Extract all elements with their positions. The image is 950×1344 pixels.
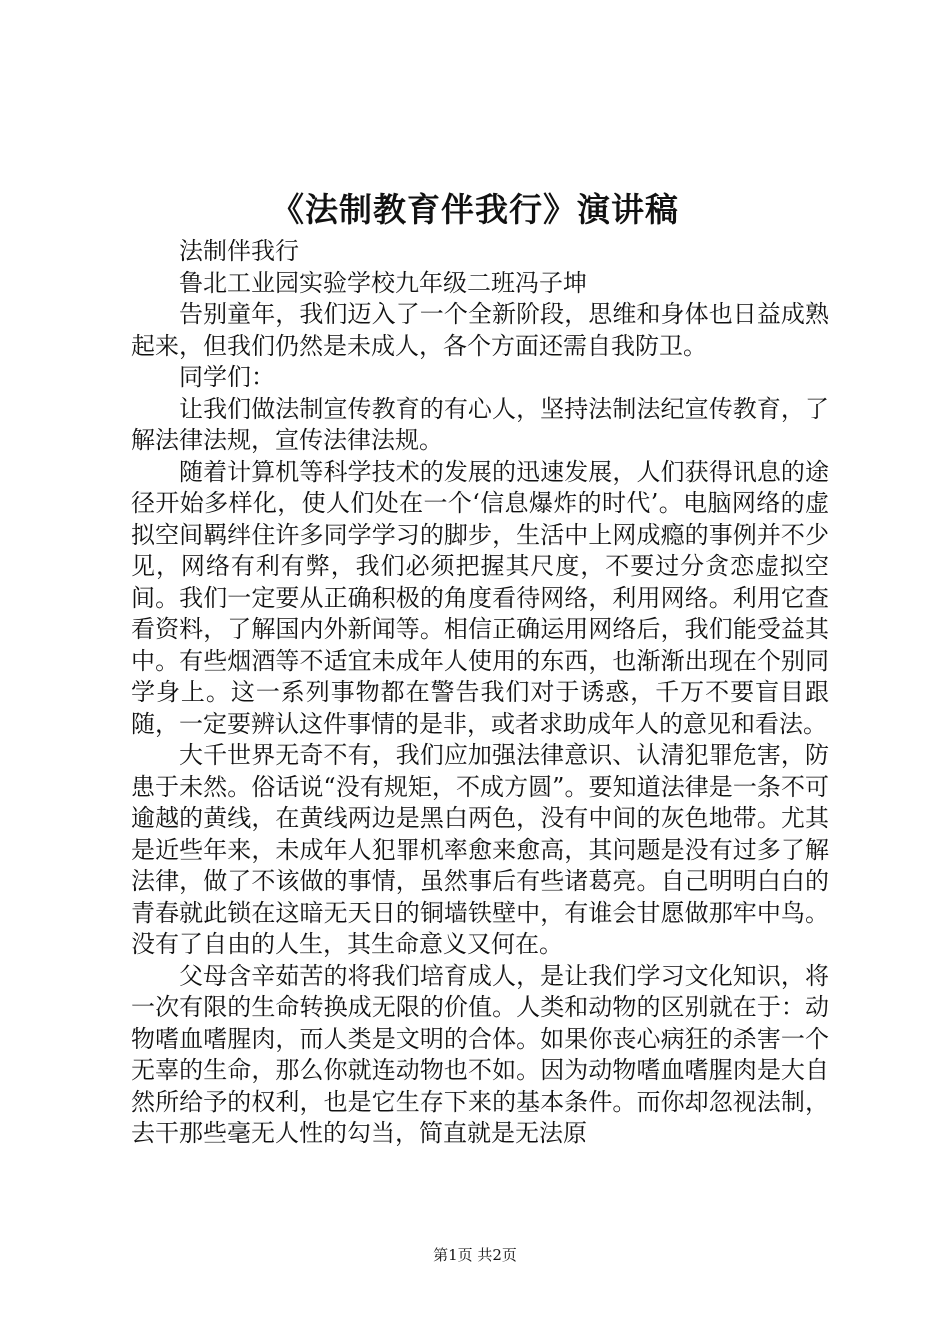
paragraph: 大千世界无奇不有，我们应加强法律意识、认清犯罪危害，防患于未然。俗话说“没有规矩，不成方圆”。要知道法律是一条不可逾越的黄线，在黄线两边是黑白两色，没有中间的灰色地带。尤其是近些年来，未成年人犯罪机率愈来愈高，其问题是没有过多了解法律，做了不该做的事情，虽然事后有些诸葛亮。自己明明白白的青春就此锁在这暗无天日的铜墙铁壁中，有谁会甘愿做那牢中鸟。没有了自由的人生，其生命意义又何在。 bbox=[131, 741, 829, 958]
paragraph-greeting: 同学们： bbox=[179, 363, 275, 391]
paragraph-author: 鲁北工业园实验学校九年级二班冯子坤 bbox=[179, 268, 587, 297]
paragraph: 随着计算机等科学技术的发展的迅速发展，人们获得讯息的途径开始多样化，使人们处在一个‘信息爆炸的时代’。电脑网络的虚拟空间羁绊住许多同学学习的脚步，生活中上网成瘾的事例并不少见，网络有利有弊，我们必须把握其尺度，不要过分贪恋虚拟空间。我们一定要从正确积极的角度看待网络，利用网络。利用它查看资料，了解国内外新闻等。相信正确运用网络后，我们能受益其中。有些烟酒等不适宜未成年人使用的东西，也渐渐出现在个别同学身上。这一系列事物都在警告我们对于诱惑，千万不要盲目跟随，一定要辨认这件事情的是非，或者求助成年人的意见和看法。 bbox=[131, 457, 829, 738]
page-footer: 第1页 共2页 bbox=[433, 1246, 517, 1264]
document-title: 《法制教育伴我行》演讲稿 bbox=[271, 190, 679, 229]
paragraph: 让我们做法制宣传教育的有心人，坚持法制法纪宣传教育，了解法律法规，宣传法律法规。 bbox=[131, 394, 829, 454]
paragraph: 父母含辛茹苦的将我们培育成人，是让我们学习文化知识，将一次有限的生命转换成无限的价值。人类和动物的区别就在于：动物嗜血嗜腥肉，而人类是文明的合体。如果你丧心病狂的杀害一个无辜的生命，那么你就连动物也不如。因为动物嗜血嗜腥肉是大自然所给予的权利，也是它生存下来的基本条件。而你却忽视法制，去干那些毫无人性的勾当，简直就是无法原 bbox=[131, 961, 829, 1147]
paragraph-subtitle: 法制伴我行 bbox=[179, 237, 299, 265]
document-body bbox=[131, 236, 829, 1150]
paragraph: 告别童年，我们迈入了一个全新阶段，思维和身体也日益成熟起来，但我们仍然是未成人，各个方面还需自我防卫。 bbox=[131, 300, 829, 360]
